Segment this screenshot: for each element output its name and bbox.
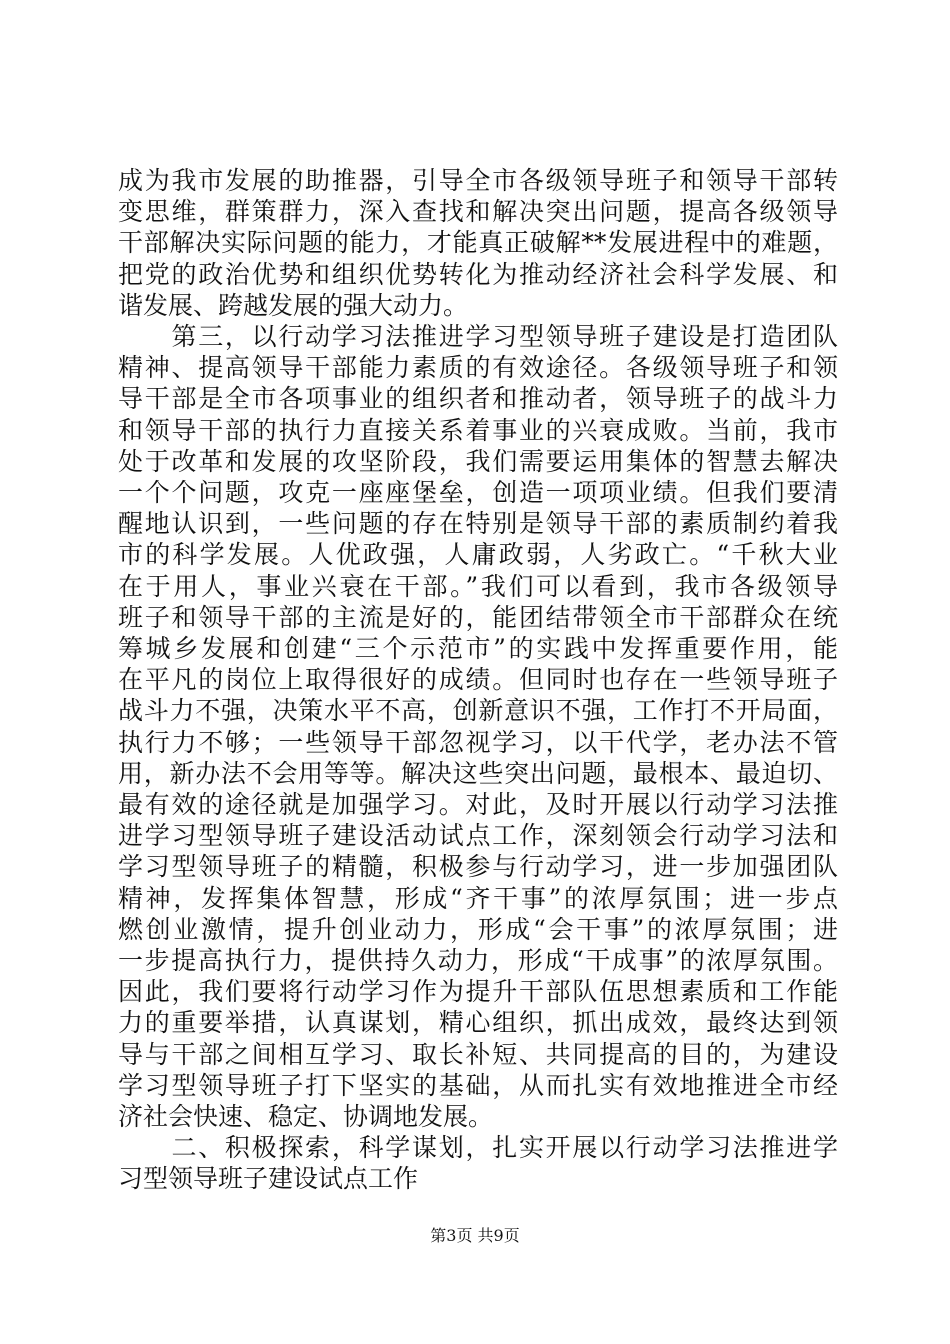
body-text-line: 导干部是全市各项事业的组织者和推动者，领导班子的战斗力: [118, 384, 838, 414]
body-text-line: 一个个问题，攻克一座座堡垒，创造一项项业绩。但我们要清: [118, 478, 838, 507]
body-text-line: 精神，发挥集体智慧，形成“齐干事”的浓厚氛围；进一步点: [118, 883, 838, 913]
body-text-line: 执行力不够；一些领导干部忽视学习，以干代学，老办法不管: [118, 727, 838, 757]
body-text-line: 精神、提高领导干部能力素质的有效途径。各级领导班子和领: [118, 353, 838, 383]
body-text-line: 班子和领导干部的主流是好的，能团结带领全市干部群众在统: [118, 602, 838, 632]
body-text-line: 一步提高执行力，提供持久动力，形成“干成事”的浓厚氛围。: [118, 946, 838, 975]
section-heading-line: 二、积极探索，科学谋划，扎实开展以行动学习法推进学: [118, 1133, 838, 1163]
body-text-line: 市的科学发展。人优政强，人庸政弱，人劣政亡。“千秋大业: [118, 540, 838, 570]
section-heading-line: 习型领导班子建设试点工作: [118, 1164, 419, 1194]
body-text-line: 谐发展、跨越发展的强大动力。: [118, 290, 469, 320]
body-text-line: 济社会快速、稳定、协调地发展。: [118, 1102, 494, 1131]
body-text-line: 和领导干部的执行力直接关系着事业的兴衰成败。当前，我市: [118, 415, 838, 445]
body-text-line: 导与干部之间相互学习、取长补短、共同提高的目的，为建设: [118, 1039, 838, 1069]
page-number-footer: 第3页 共9页: [430, 1226, 520, 1245]
body-text-line: 筹城乡发展和创建“三个示范市”的实践中发挥重要作用，能: [118, 634, 838, 663]
body-text-line: 处于改革和发展的攻坚阶段，我们需要运用集体的智慧去解决: [118, 446, 838, 476]
body-text-line: 因此，我们要将行动学习作为提升干部队伍思想素质和工作能: [118, 977, 838, 1007]
body-text-line: 力的重要举措，认真谋划，精心组织，抓出成效，最终达到领: [118, 1008, 838, 1038]
body-text-line: 战斗力不强，决策水平不高，创新意识不强，工作打不开局面，: [118, 696, 838, 726]
body-text-line: 燃创业激情，提升创业动力，形成“会干事”的浓厚氛围；进: [118, 914, 838, 944]
body-text-line: 最有效的途径就是加强学习。对此，及时开展以行动学习法推: [118, 790, 838, 819]
body-text-line: 变思维，群策群力，深入查找和解决突出问题，提高各级领导: [118, 197, 838, 227]
body-text-line: 干部解决实际问题的能力，才能真正破解**发展进程中的难题，: [118, 228, 838, 258]
body-text-line: 醒地认识到，一些问题的存在特别是领导干部的素质制约着我: [118, 509, 838, 539]
body-text-line: 成为我市发展的助推器，引导全市各级领导班子和领导干部转: [118, 166, 838, 195]
body-text-line: 用，新办法不会用等等。解决这些突出问题，最根本、最迫切、: [118, 758, 838, 788]
body-text-line: 学习型领导班子的精髓，积极参与行动学习，进一步加强团队: [118, 852, 838, 882]
body-text-line: 学习型领导班子打下坚实的基础，从而扎实有效地推进全市经: [118, 1070, 838, 1100]
body-text-line: 把党的政治优势和组织优势转化为推动经济社会科学发展、和: [118, 259, 838, 289]
paragraph-start-line: 第三，以行动学习法推进学习型领导班子建设是打造团队: [118, 322, 838, 351]
body-text-line: 进学习型领导班子建设活动试点工作，深刻领会行动学习法和: [118, 821, 838, 851]
body-text-line: 在平凡的岗位上取得很好的成绩。但同时也存在一些领导班子: [118, 665, 838, 695]
body-text-line: 在于用人，事业兴衰在干部。”我们可以看到，我市各级领导: [118, 571, 838, 601]
